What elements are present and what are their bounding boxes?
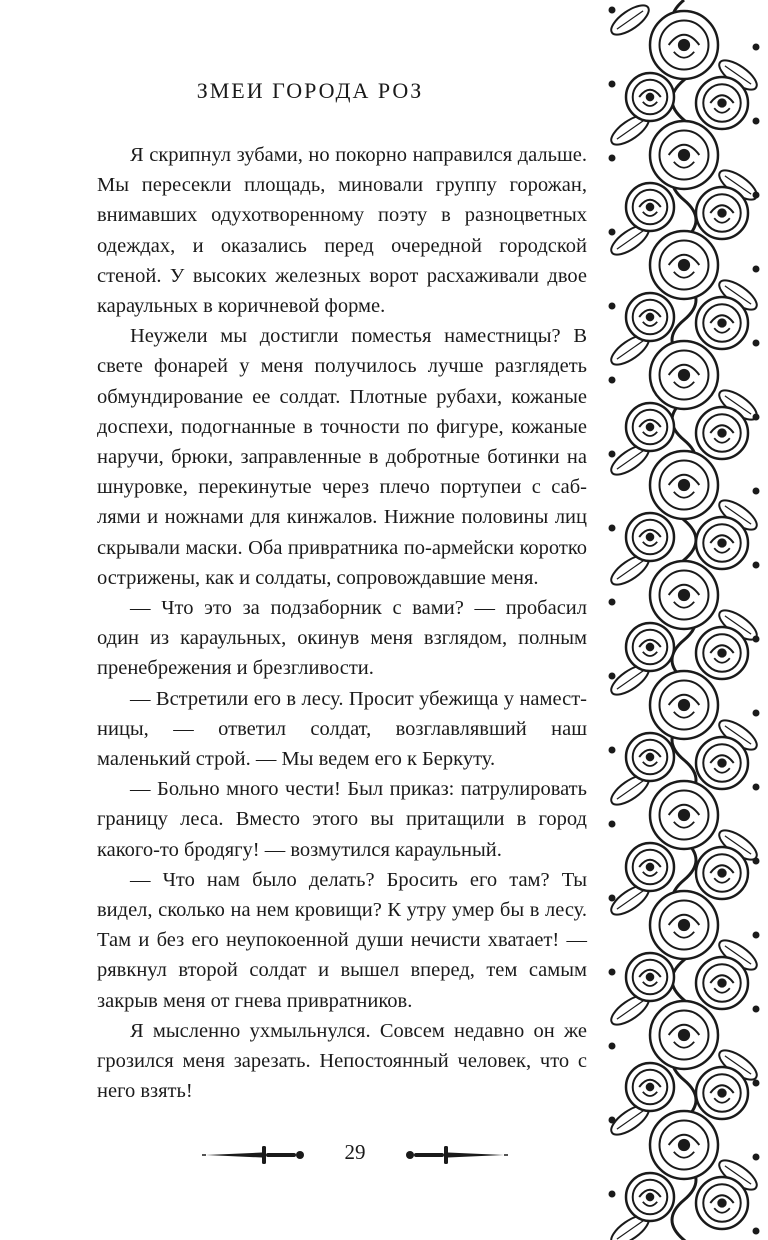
- page-number: 29: [344, 1140, 366, 1164]
- page-footer: [200, 1138, 510, 1172]
- paragraph: Неужели мы достигли поместья наместницы? В свете фонарей у меня получилось лучше разглядеть обмундирование ее солдат. Плотные рубахи, кожаные доспехи, подогнанные в точности по фигуре, кожаные наручи, брюки, заправленные в добротные ботинки на шнуровке, перекинутые через плечо портупеи с саблями и ножнами для кинжалов. Нижние половины лиц скрывали маски. Оба привратника по-армейски коротко острижены, как и солдаты, сопровождавшие меня.: [97, 325, 587, 589]
- paragraph: — Что нам было делать? Бросить его там? Ты видел, сколько на нем кровищи? К утру умер бы в лесу. Там и без его неупокоенной души нечисти хватает! — рявкнул второй солдат и вышел вперед, тем самым закрыв меня от гнева привратников.: [97, 868, 587, 1012]
- paragraph: — Больно много чести! Был приказ: патрулировать границу леса. Вместо этого вы притащили в город какого-то бродягу! — возмутился караульный.: [97, 778, 587, 861]
- running-head: ЗМЕИ ГОРОДА РОЗ: [196, 78, 424, 103]
- paragraph: — Встретили его в лесу. Просит убежища у наместницы, — ответил солдат, возглавлявший наш маленький строй. — Мы ведем его к Беркуту.: [97, 687, 587, 771]
- body-text: [97, 140, 587, 1107]
- dagger-right-icon: [400, 1142, 510, 1168]
- paragraph: Я скрипнул зубами, но покорно направился дальше. Мы пересекли площадь, миновали группу горожан, внимавших одухотворенному поэту в разноцветных одеждах, и оказались перед очередной городской стеной. У высоких железных ворот расхаживали двое караульных в коричневой форме.: [97, 144, 587, 318]
- paragraph: — Что это за подзаборник с вами? — пробасил один из караульных, окинув меня взглядом, полным пренебрежения и брезгливости.: [97, 597, 587, 680]
- rose-vine-border: [600, 0, 768, 1240]
- dagger-left-icon: [200, 1142, 310, 1168]
- paragraph: Я мысленно ухмыльнулся. Совсем недавно он же грозился меня зарезать. Непостоянный человек, что с него взять!: [97, 1019, 587, 1103]
